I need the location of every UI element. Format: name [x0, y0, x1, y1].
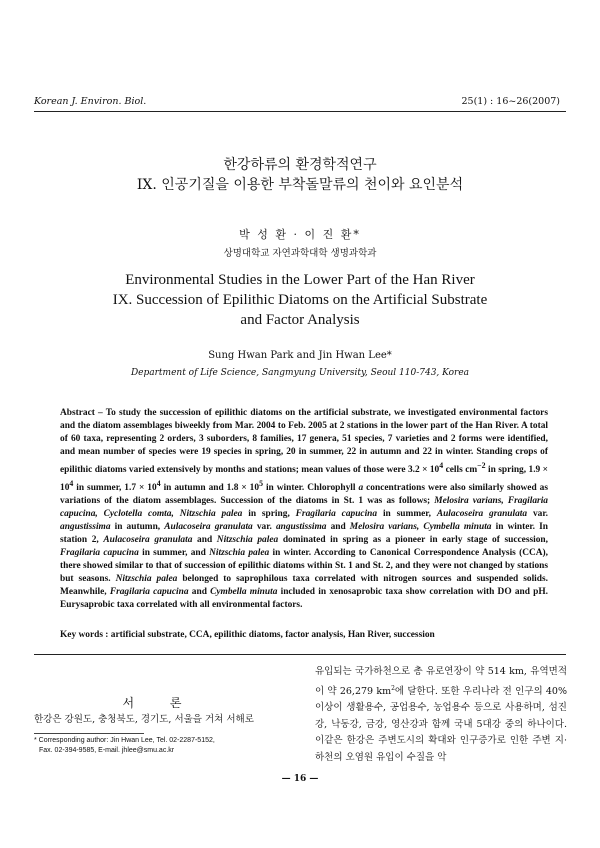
- species-name: Nitzschia palea: [216, 535, 279, 546]
- abstract-text: in spring, 1.9 × 10: [60, 465, 548, 494]
- korean-affiliation: 상명대학교 자연과학대학 생명과학과: [223, 248, 377, 259]
- abstract-text: var.: [527, 509, 548, 520]
- english-title-line3: and Factor Analysis: [240, 312, 360, 328]
- species-name: Aulacoseira granulata: [436, 509, 528, 520]
- citation: 25(1) : 16~26(2007): [461, 96, 560, 107]
- abstract: [60, 407, 548, 612]
- species-name: Nitzschia palea: [209, 548, 270, 559]
- species-name: angustissima: [60, 522, 111, 533]
- species-name: Nitzschia palea: [115, 574, 178, 585]
- species-name: Aulacoseira granulata: [103, 535, 193, 546]
- superscript: −2: [477, 461, 486, 470]
- abstract-text: in autumn and 1.8 × 10: [160, 483, 260, 494]
- english-affiliation: Department of Life Science, Sangmyung University, Seoul 110-743, Korea: [130, 368, 470, 378]
- english-authors: Sung Hwan Park and Jin Hwan Lee*: [208, 350, 392, 361]
- species-name: Fragilaria capucina: [60, 548, 139, 559]
- intro-paragraph-left: 한강은 강원도, 충청북도, 경기도, 서울을 거쳐 서해로: [34, 714, 254, 725]
- species-name: Melosira varians, Cymbella minuta: [349, 522, 492, 533]
- abstract-text: in summer, and: [138, 548, 210, 559]
- superscript: 4: [156, 479, 161, 489]
- korean-title-line2: IX. 인공기질을 이용한 부착돌말류의 천이와 요인분석: [136, 177, 464, 193]
- abstract-text: and: [192, 535, 217, 546]
- abstract-text: in winter. According to Canonical Correspondence Analysis (CCA), there showed similar to that of succession of epilithic diatoms within St. 1 and St. 2, and they were not changed by stations but seasons.: [60, 548, 548, 585]
- journal-name: Korean J. Environ. Biol.: [34, 96, 147, 107]
- abstract-text: in summer, 1.7 × 10: [73, 483, 157, 494]
- header-rule: [34, 111, 566, 112]
- footnote-line1: * Corresponding author: Jin Hwan Lee, Tel. 02-2287-5152,: [34, 737, 215, 744]
- abstract-text: cells cm: [443, 465, 478, 476]
- species-name: Aulacoseira granulata: [164, 522, 253, 533]
- footnote-rule: [34, 733, 144, 734]
- abstract-text: and: [188, 587, 211, 598]
- abstract-text: belonged to saprophilous taxa correlated with nitrogen sources and suspended solids. Meanwhile,: [60, 574, 548, 598]
- abstract-text: in winter. Chlorophyll: [262, 483, 359, 494]
- korean-authors: 박 성 환 · 이 진 환*: [239, 228, 361, 241]
- species-name: Fragilaria capucina: [109, 587, 189, 598]
- abstract-text: in winter. In station 2,: [60, 522, 548, 546]
- superscript: 5: [259, 479, 263, 489]
- korean-title-line1: 한강하류의 환경학적연구: [223, 157, 377, 173]
- abstract-rule: [34, 654, 566, 655]
- abstract-text: concentrations were also similarly showed as variations of the diatom assemblages. Succession of the diatoms in St. 1 was as follows;: [60, 483, 548, 507]
- abstract-text: var.: [252, 522, 276, 533]
- species-name: Cymbella minuta: [210, 587, 278, 598]
- intro-text: 에 달한다. 또한 우리나라 전 인구의 40% 이상이 생활용수, 공업용수, 농업용수 등으로 사용하며, 섬진강, 낙동강, 금강, 영산강과 함께 국내 5대강 중의 하나이다. 이같은 한강은 주변도시의 확대와 인구증가로 인한 주변 지·하천의 오염원 유입이 수질을 악: [315, 685, 567, 763]
- superscript: 4: [69, 479, 74, 489]
- english-title: [0, 270, 600, 330]
- abstract-text: in autumn,: [110, 522, 165, 533]
- english-title-line1: Environmental Studies in the Lower Part of the Han River: [125, 272, 475, 288]
- english-title-line2: IX. Succession of Epilithic Diatoms on the Artificial Substrate: [112, 292, 488, 308]
- abstract-label: Abstract: [60, 408, 95, 418]
- species-name: Fragilaria capucina: [295, 509, 378, 520]
- abstract-text: – To study the succession of epilithic diatoms on the artificial substrate, we investigated environmental factors and the diatom assemblages biweekly from Mar. 2004 to Feb. 2005 at 2 stations in the lower part of the Han River. A total of 60 taxa, representing 2 orders, 3 suborders, 8 families, 17 genera, 51 species, 7 varieties and 2 forms were identified, and mean number of species were 19 species in spring, 20 in summer, 22 in autumn and 22 in winter. Standing crops of epilithic diatoms varied extensively by months and stations; mean values of those were 3.2 × 10: [60, 408, 548, 476]
- page-number: — 16 —: [281, 774, 319, 784]
- species-name: Melosira varians, Fragilaria capucina, Cyclotella comta, Nitzschia palea: [60, 496, 548, 520]
- abstract-text: included in xenosaprobic taxa show correlation with DO and pH. Eurysaprobic taxa correlated with all environmental factors.: [60, 587, 548, 611]
- intro-text: 유입되는 국가하천으로 총 유로연장이 약 514 km, 유역면적이 약 26,279 km: [315, 666, 567, 697]
- abstract-text: in summer,: [377, 509, 437, 520]
- abstract-text: in spring,: [242, 509, 296, 520]
- superscript: 4: [439, 461, 444, 470]
- superscript: 2: [391, 684, 395, 692]
- italic-term: a: [358, 483, 364, 494]
- korean-title: [0, 155, 600, 195]
- keywords: Key words : artificial substrate, CCA, epilithic diatoms, factor analysis, Han River, succession: [60, 630, 435, 640]
- corresponding-author-footnote: [34, 736, 286, 755]
- intro-paragraph-right: [315, 664, 567, 766]
- abstract-text: dominated in spring as a pioneer in early stage of succession,: [278, 535, 548, 546]
- abstract-text: and: [326, 522, 350, 533]
- species-name: angustissima: [275, 522, 327, 533]
- footnote-line2: Fax. 02-394-9585, E-mail. jhlee@smu.ac.kr: [39, 746, 175, 754]
- section-title-introduction: 서 론: [122, 696, 198, 710]
